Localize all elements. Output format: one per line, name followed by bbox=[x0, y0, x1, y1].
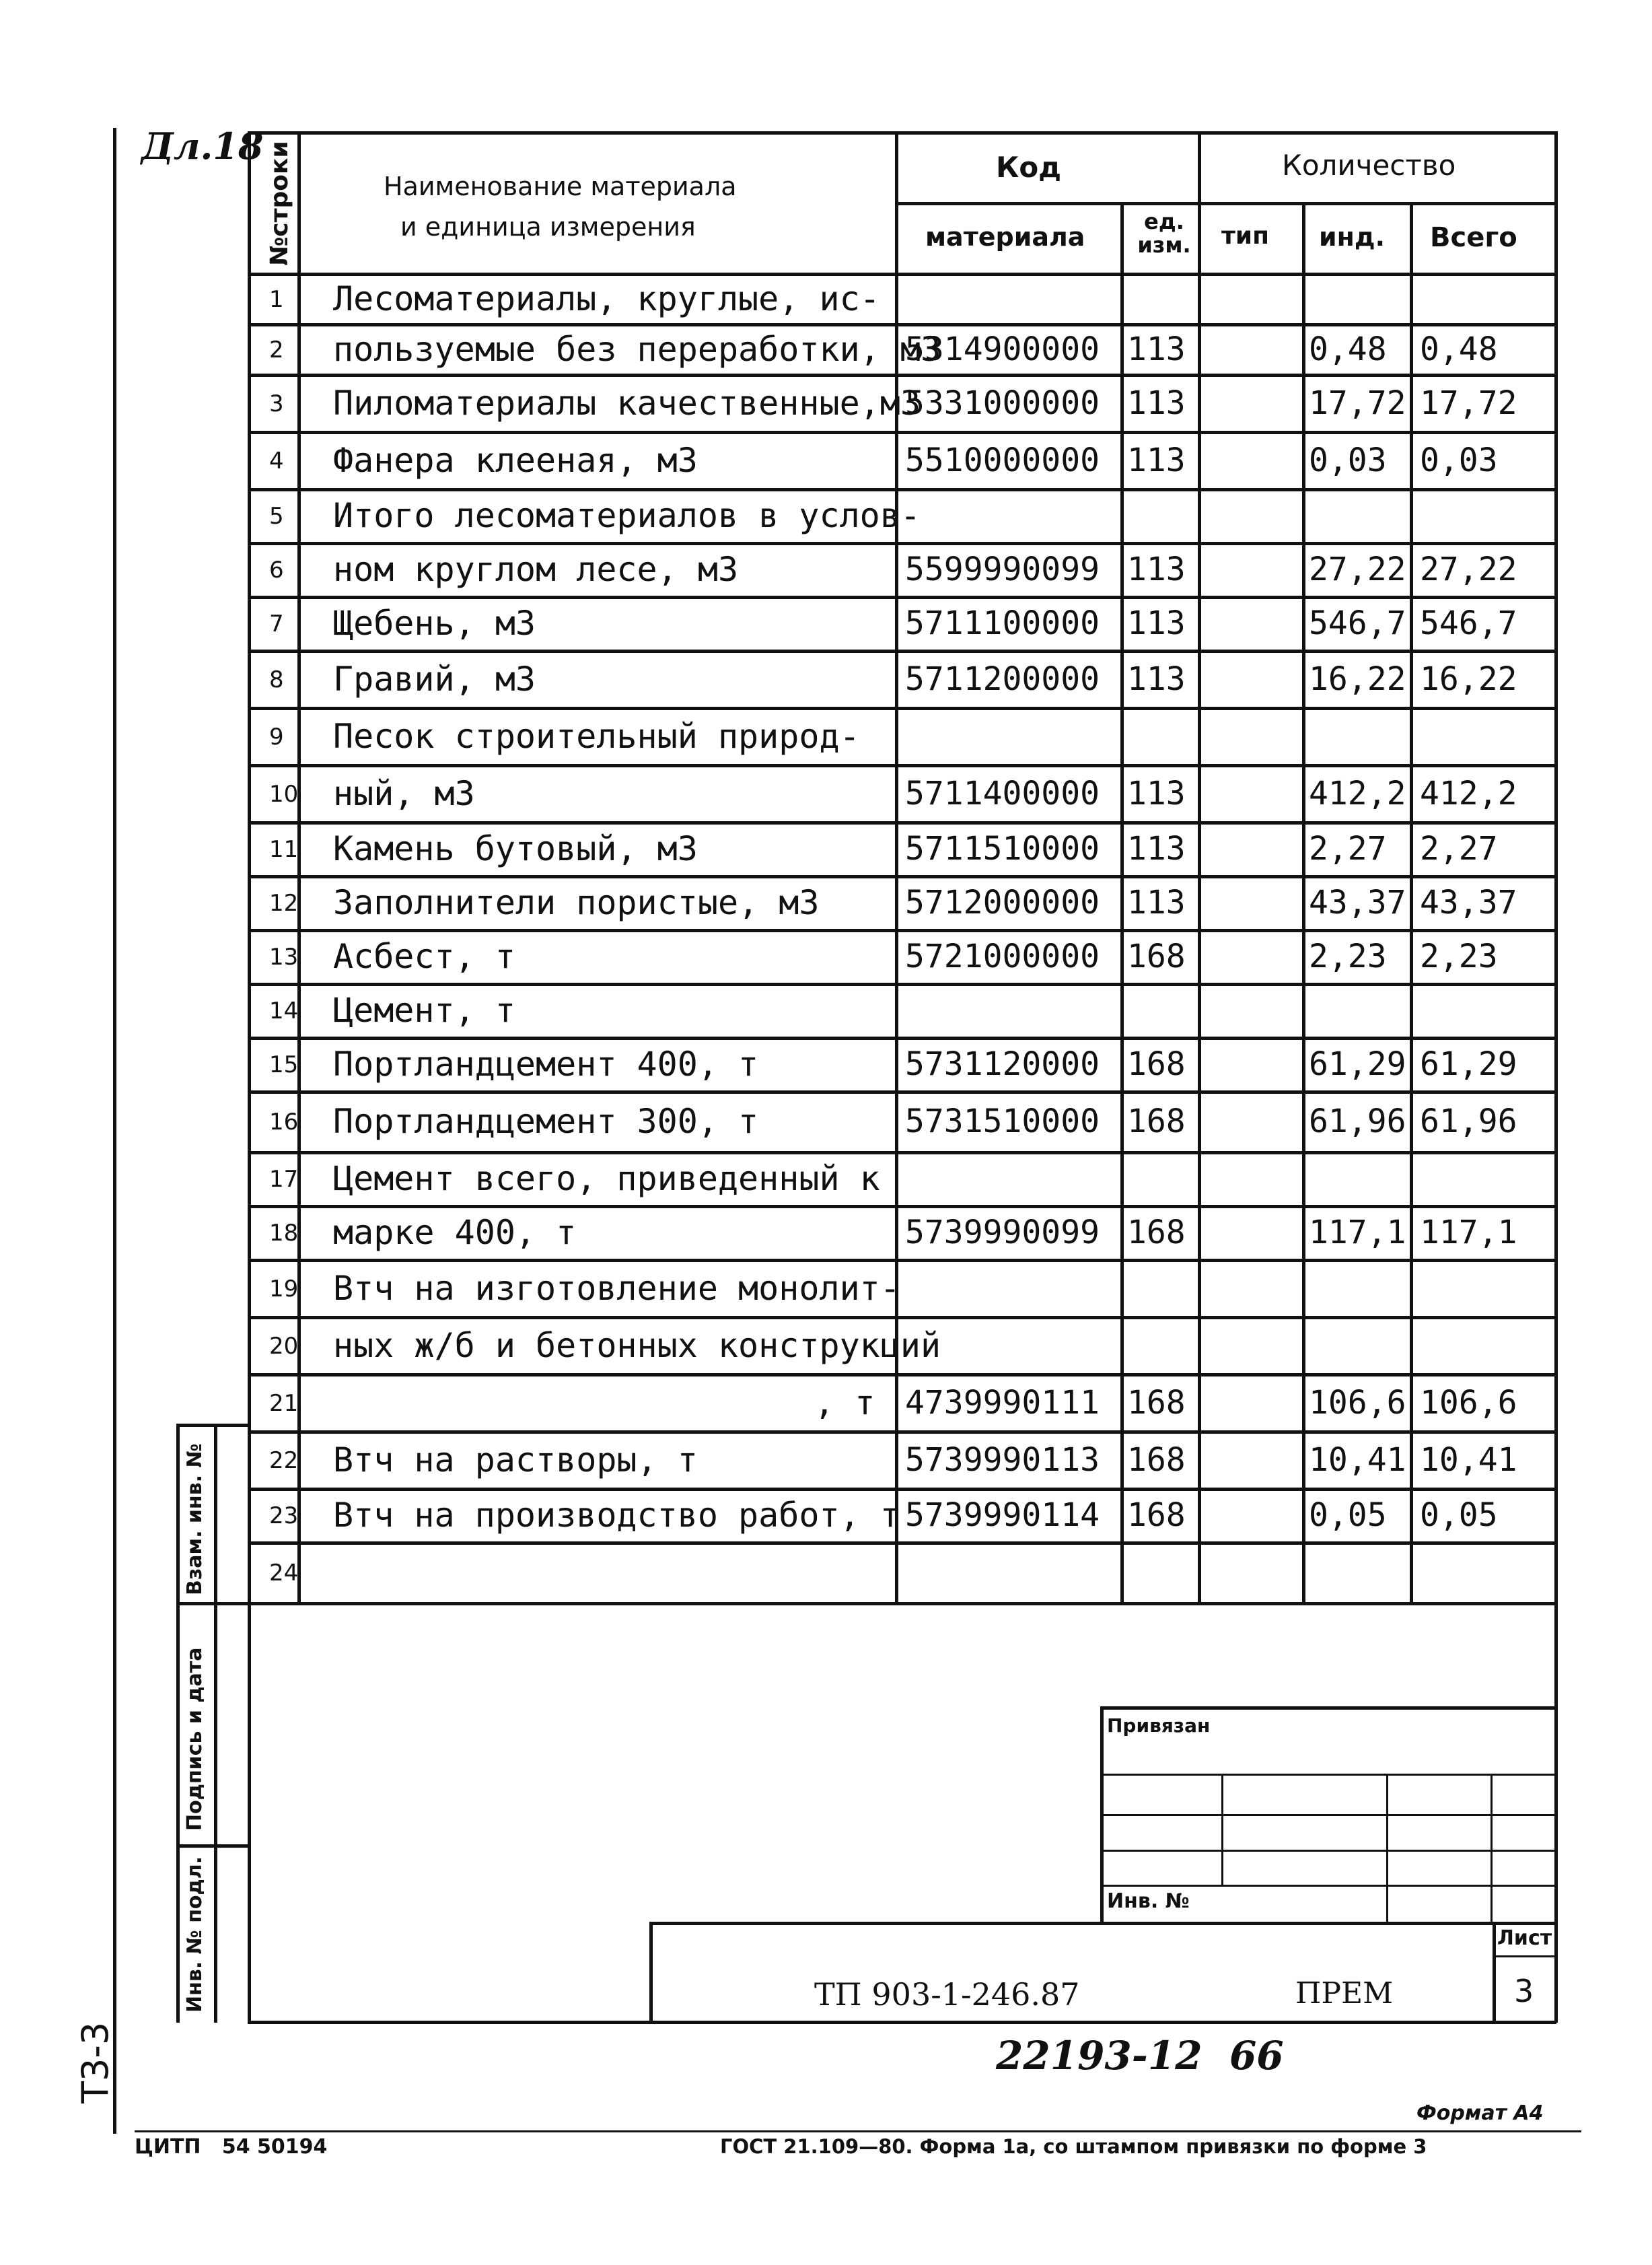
unit-cell: 168 bbox=[1127, 1045, 1186, 1083]
code-cell: 4739990111 bbox=[905, 1383, 1100, 1422]
titleblock-left bbox=[649, 1922, 653, 2023]
material-name: Асбест, т bbox=[333, 937, 515, 976]
code-cell: 5711200000 bbox=[905, 660, 1100, 698]
ind-cell: 61,29 bbox=[1309, 1045, 1406, 1083]
unit-cell: 113 bbox=[1127, 660, 1186, 698]
unit-cell: 113 bbox=[1127, 330, 1186, 368]
material-name: Цемент, т bbox=[333, 991, 515, 1030]
row-separator bbox=[248, 488, 1556, 491]
margin-code: Т3-3 bbox=[74, 2021, 116, 2103]
privyazan-col2 bbox=[1386, 1774, 1388, 1922]
material-name: Песок строительный природ- bbox=[333, 716, 860, 756]
format-label: Формат А4 bbox=[1416, 2101, 1544, 2125]
row-number: 16 bbox=[269, 1109, 299, 1136]
privyazan-row4 bbox=[1100, 1885, 1556, 1887]
row-number: 8 bbox=[269, 666, 284, 693]
row-separator bbox=[248, 875, 1556, 878]
header-code-material: материала bbox=[925, 222, 1085, 252]
total-cell: 117,1 bbox=[1420, 1214, 1517, 1251]
unit-divider-left bbox=[1120, 202, 1124, 1602]
row-separator bbox=[248, 1205, 1556, 1208]
code-cell: 5331000000 bbox=[905, 384, 1100, 422]
row-separator bbox=[248, 596, 1556, 599]
row-separator bbox=[248, 1037, 1556, 1040]
header-name-line1: Наименование материала bbox=[384, 172, 737, 201]
privyazan-col1 bbox=[1221, 1774, 1223, 1885]
row-number: 12 bbox=[269, 890, 299, 917]
rownum-divider bbox=[297, 131, 301, 1602]
code-cell: 5739990099 bbox=[905, 1214, 1100, 1251]
row-number: 6 bbox=[269, 557, 284, 584]
ind-cell: 43,37 bbox=[1309, 884, 1406, 921]
row-number: 1 bbox=[269, 285, 284, 313]
stamp-right-border bbox=[1554, 1602, 1558, 2023]
ind-cell: 17,72 bbox=[1309, 384, 1406, 422]
total-cell: 17,72 bbox=[1420, 384, 1517, 422]
row-separator bbox=[248, 1488, 1556, 1491]
unit-cell: 168 bbox=[1127, 1214, 1186, 1251]
document-type: ПРЕМ bbox=[1295, 1976, 1394, 2011]
row-number: 3 bbox=[269, 390, 284, 417]
code-cell: 5711510000 bbox=[905, 830, 1100, 868]
row-number: 7 bbox=[269, 611, 284, 637]
total-cell: 61,96 bbox=[1420, 1103, 1517, 1140]
ind-cell: 61,96 bbox=[1309, 1103, 1406, 1140]
ind-cell: 106,6 bbox=[1309, 1383, 1406, 1422]
document-code: ТП 903-1-246.87 bbox=[814, 1976, 1080, 2013]
privyazan-col3 bbox=[1491, 1774, 1493, 1922]
titleblock-bottom bbox=[248, 2021, 1556, 2024]
row-separator bbox=[248, 764, 1556, 767]
header-qty-type: тип bbox=[1221, 222, 1269, 250]
code-cell: 5314900000 bbox=[905, 330, 1100, 368]
header-qty-ind: инд. bbox=[1319, 222, 1386, 252]
privyazan-row1 bbox=[1100, 1774, 1556, 1776]
header-name-line2: и единица измерения bbox=[400, 212, 696, 242]
code-cell: 5711400000 bbox=[905, 774, 1100, 812]
total-cell: 43,37 bbox=[1420, 884, 1517, 921]
row-separator bbox=[248, 431, 1556, 434]
ind-cell: 0,05 bbox=[1309, 1496, 1387, 1534]
privyazan-label: Привязан bbox=[1107, 1714, 1211, 1737]
ind-divider bbox=[1410, 202, 1413, 1602]
side-inner-left bbox=[214, 1424, 217, 2023]
ind-cell: 2,23 bbox=[1309, 938, 1387, 975]
header-row-no: №строки bbox=[266, 141, 293, 266]
row-number: 24 bbox=[269, 1560, 299, 1587]
unit-cell: 113 bbox=[1127, 830, 1186, 868]
ind-cell: 27,22 bbox=[1309, 551, 1406, 588]
total-cell: 412,2 bbox=[1420, 774, 1517, 812]
unit-cell: 113 bbox=[1127, 384, 1186, 422]
ind-cell: 16,22 bbox=[1309, 660, 1406, 698]
material-name: Щебень, м3 bbox=[333, 604, 536, 643]
header-qty-total: Всего bbox=[1430, 222, 1517, 253]
row-number: 17 bbox=[269, 1166, 299, 1193]
code-cell: 5731510000 bbox=[905, 1103, 1100, 1140]
top-border bbox=[248, 131, 1556, 135]
material-name: Итого лесоматериалов в услов- bbox=[333, 496, 921, 535]
row-separator bbox=[248, 1316, 1556, 1319]
row-number: 2 bbox=[269, 336, 284, 363]
material-name: Втч на производство работ, т bbox=[333, 1496, 900, 1535]
total-cell: 2,27 bbox=[1420, 830, 1498, 868]
sheet-label: Лист bbox=[1497, 1926, 1552, 1950]
material-name: Втч на изготовление монолит- bbox=[333, 1268, 900, 1308]
unit-cell: 168 bbox=[1127, 1103, 1186, 1140]
unit-cell: 113 bbox=[1127, 551, 1186, 588]
row-number: 21 bbox=[269, 1389, 299, 1417]
material-name: Заполнители пористые, м3 bbox=[333, 883, 820, 922]
material-name: Лесоматериалы, круглые, ис- bbox=[333, 279, 880, 318]
inv-no-label: Инв. № bbox=[1107, 1889, 1190, 1913]
unit-cell: 168 bbox=[1127, 1496, 1186, 1534]
vzam-inv-label: Взам. инв. № bbox=[183, 1443, 207, 1595]
corner-mark: Дл.18 bbox=[141, 125, 264, 168]
code-cell: 5711100000 bbox=[905, 604, 1100, 642]
row-separator bbox=[248, 1373, 1556, 1377]
side-top bbox=[176, 1424, 248, 1427]
row-number: 14 bbox=[269, 998, 299, 1024]
footer-rule bbox=[135, 2130, 1581, 2132]
ind-cell: 412,2 bbox=[1309, 774, 1406, 812]
row-number: 22 bbox=[269, 1447, 299, 1474]
titleblock-top bbox=[649, 1922, 1556, 1925]
material-name: ный, м3 bbox=[333, 773, 475, 813]
page-left-margin-line bbox=[113, 128, 116, 2134]
material-name: Портландцемент 400, т bbox=[333, 1045, 759, 1084]
code-qty-divider bbox=[1198, 131, 1201, 1602]
podpis-data-label: Подпись и дата bbox=[183, 1647, 207, 1831]
ind-cell: 117,1 bbox=[1309, 1214, 1406, 1251]
row-separator bbox=[248, 542, 1556, 545]
row-number: 10 bbox=[269, 780, 299, 808]
subheader-line bbox=[895, 202, 1556, 205]
row-separator bbox=[248, 1151, 1556, 1154]
header-quantity: Количество bbox=[1282, 149, 1456, 182]
unit-cell: 113 bbox=[1127, 441, 1186, 479]
unit-cell: 113 bbox=[1127, 604, 1186, 642]
header-bottom bbox=[248, 273, 1556, 276]
row-number: 4 bbox=[269, 447, 284, 475]
code-cell: 5739990113 bbox=[905, 1440, 1100, 1479]
privyazan-row3 bbox=[1100, 1850, 1556, 1852]
total-cell: 106,6 bbox=[1420, 1383, 1517, 1422]
code-cell: 5599990099 bbox=[905, 551, 1100, 588]
code-cell: 5721000000 bbox=[905, 938, 1100, 975]
unit-cell: 168 bbox=[1127, 1383, 1186, 1422]
footer-right: ГОСТ 21.109—80. Форма 1а, со штампом привязки по форме 3 bbox=[720, 2135, 1427, 2158]
row-number: 13 bbox=[269, 944, 299, 971]
total-cell: 16,22 bbox=[1420, 660, 1517, 698]
total-cell: 61,29 bbox=[1420, 1045, 1517, 1083]
row-separator bbox=[248, 929, 1556, 932]
side-sep-1 bbox=[176, 1602, 248, 1605]
left-border bbox=[248, 131, 251, 2023]
material-name: Камень бутовый, м3 bbox=[333, 829, 698, 868]
header-code: Код bbox=[996, 151, 1062, 184]
material-name: , т bbox=[814, 1383, 875, 1422]
material-name: Портландцемент 300, т bbox=[333, 1102, 759, 1141]
material-name: пользуемые без переработки, м3 bbox=[333, 329, 941, 369]
row-number: 15 bbox=[269, 1051, 299, 1078]
row-separator bbox=[248, 707, 1556, 710]
row-separator bbox=[248, 323, 1556, 326]
row-separator bbox=[248, 1541, 1556, 1545]
row-separator bbox=[248, 1090, 1556, 1094]
row-separator bbox=[248, 374, 1556, 377]
row-number: 19 bbox=[269, 1275, 299, 1302]
inv-podl-label: Инв. № подл. bbox=[183, 1856, 207, 2013]
total-cell: 0,05 bbox=[1420, 1496, 1498, 1534]
material-name: Пиломатериалы качественные,м3 bbox=[333, 383, 921, 423]
unit-cell: 168 bbox=[1127, 938, 1186, 975]
type-divider bbox=[1302, 202, 1305, 1602]
row-number: 20 bbox=[269, 1332, 299, 1360]
privyazan-top bbox=[1100, 1706, 1556, 1710]
ind-cell: 2,27 bbox=[1309, 830, 1387, 868]
row-separator bbox=[248, 1259, 1556, 1262]
footer-left: ЦИТП 54 50194 bbox=[135, 2135, 328, 2159]
row-number: 9 bbox=[269, 723, 284, 751]
unit-cell: 113 bbox=[1127, 774, 1186, 812]
ind-cell: 0,48 bbox=[1309, 330, 1387, 368]
material-name: Втч на растворы, т bbox=[333, 1440, 698, 1479]
total-cell: 546,7 bbox=[1420, 604, 1517, 642]
row-number: 18 bbox=[269, 1220, 299, 1247]
sheet-number: 3 bbox=[1514, 1973, 1534, 2009]
privyazan-row2 bbox=[1100, 1814, 1556, 1816]
code-cell: 5731120000 bbox=[905, 1045, 1100, 1083]
row-number: 11 bbox=[269, 836, 299, 863]
material-name: ном круглом лесе, м3 bbox=[333, 550, 739, 589]
code-cell: 5510000000 bbox=[905, 441, 1100, 479]
ind-cell: 546,7 bbox=[1309, 604, 1406, 642]
ind-cell: 0,03 bbox=[1309, 441, 1387, 479]
material-name: Цемент всего, приведенный к bbox=[333, 1159, 880, 1198]
handwritten-number: 22193-12 66 bbox=[996, 2033, 1284, 2079]
total-cell: 0,48 bbox=[1420, 330, 1498, 368]
right-border bbox=[1554, 131, 1558, 1602]
material-name: марке 400, т bbox=[333, 1213, 577, 1252]
header-code-unit: ед. изм. bbox=[1137, 209, 1191, 258]
total-cell: 27,22 bbox=[1420, 551, 1517, 588]
unit-cell: 113 bbox=[1127, 884, 1186, 921]
body-bottom-line bbox=[248, 1602, 1556, 1605]
row-number: 5 bbox=[269, 503, 284, 530]
side-outer-left bbox=[176, 1424, 180, 2023]
row-separator bbox=[248, 821, 1556, 825]
material-name: ных ж/б и бетонных конструкций bbox=[333, 1325, 941, 1365]
total-cell: 0,03 bbox=[1420, 441, 1498, 479]
row-separator bbox=[248, 650, 1556, 653]
sheet-divider bbox=[1493, 1922, 1496, 2023]
total-cell: 2,23 bbox=[1420, 938, 1498, 975]
code-cell: 5712000000 bbox=[905, 884, 1100, 921]
code-cell: 5739990114 bbox=[905, 1496, 1100, 1534]
unit-cell: 168 bbox=[1127, 1440, 1186, 1479]
row-separator bbox=[248, 1430, 1556, 1434]
row-separator bbox=[248, 983, 1556, 986]
row-number: 23 bbox=[269, 1502, 299, 1529]
material-name: Гравий, м3 bbox=[333, 659, 536, 699]
total-cell: 10,41 bbox=[1420, 1440, 1517, 1479]
material-name: Фанера клееная, м3 bbox=[333, 440, 698, 480]
sheet-label-line bbox=[1493, 1955, 1556, 1957]
side-sep-2 bbox=[176, 1844, 248, 1848]
ind-cell: 10,41 bbox=[1309, 1440, 1406, 1479]
